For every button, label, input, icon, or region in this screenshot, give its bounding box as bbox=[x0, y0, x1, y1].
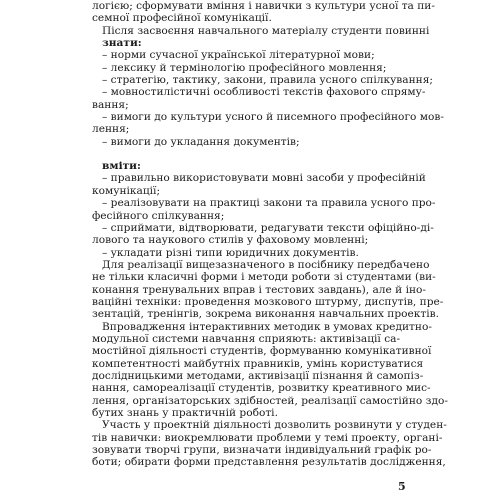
text-line: конання тренувальних вправ і тестових завдань), але й іно- bbox=[92, 283, 426, 296]
text-line: ваційні техніки: проведення мозкового штурму, диспутів, пре- bbox=[92, 295, 444, 308]
text-line: мостійної діяльності студентів, формуванню комунікативної bbox=[92, 345, 432, 358]
list-item: – стратегію, тактику, закони, правила усного спілкування; bbox=[102, 74, 433, 87]
text-line: логією; сформувати вміння і навички з культури усної та пи- bbox=[92, 0, 435, 12]
text-line: модульної системи навчання сприяють: активізації са- bbox=[92, 332, 401, 345]
list-item: – вимоги до укладання документів; bbox=[102, 135, 300, 148]
list-item-continuation: лення; bbox=[92, 123, 130, 136]
text-line: зовувати творчі групи, визначати індивідуальний графік ро- bbox=[92, 444, 432, 457]
paragraph-start: Впровадження інтерактивних методик в умовах кредитно- bbox=[102, 320, 432, 333]
list-item: – правильно використовувати мовні засоби у професійній bbox=[102, 172, 426, 185]
paragraph-start: Для реалізації вищезазначеного в посібнику передбачено bbox=[102, 258, 430, 271]
section-heading-know: знати: bbox=[102, 37, 142, 50]
text-line: боти; обирати форми представлення результатів дослідження, bbox=[92, 456, 446, 469]
list-item: – мовностилістичні особливості текстів фахового спряму- bbox=[102, 86, 426, 99]
list-item-continuation: лового та наукового стилів у фаховому мовленні; bbox=[92, 234, 369, 247]
blank-line bbox=[92, 148, 410, 160]
text-line: зентацій, тренінгів, зокрема виконання навчальних проектів. bbox=[92, 308, 439, 321]
paragraph-start: Після засвоєння навчального матеріалу студенти повинні bbox=[102, 24, 430, 37]
list-item-continuation: комунікації; bbox=[92, 184, 161, 197]
text-line: не тільки класичні форми і методи роботи зі студентами (ви- bbox=[92, 271, 436, 284]
text-line: дослідницькими методами, активізації пізнання й самопіз- bbox=[92, 369, 424, 382]
list-item: – сприймати, відтворювати, редагувати тексти офіційно-ді- bbox=[102, 221, 434, 234]
text-line: лення, організаторських здібностей, реалізації самостійно здо- bbox=[92, 394, 448, 407]
list-item: – вимоги до культури усного й писемного професійного мов- bbox=[102, 111, 444, 124]
list-item: – укладати різні типи юридичних документів. bbox=[102, 246, 359, 259]
text-line: компетентності майбутніх правників, умінь користуватися bbox=[92, 357, 424, 370]
body-text bbox=[92, 0, 448, 469]
list-item-continuation: фесійного спілкування; bbox=[92, 209, 225, 222]
list-item: – норми сучасної української літературної мови; bbox=[102, 49, 375, 62]
paragraph-start: Участь у проектній діяльності дозволить розвинути у студен- bbox=[102, 419, 447, 432]
text-line: нання, самореалізації студентів, розвитку креативного мис- bbox=[92, 382, 431, 395]
text-line: тів навички: виокремлювати проблеми у темі проекту, органі- bbox=[92, 431, 443, 444]
list-item: – реалізовувати на практиці закони та правила усного про- bbox=[102, 197, 436, 210]
section-heading-be-able: вміти: bbox=[102, 160, 141, 173]
list-item-continuation: вання; bbox=[92, 98, 129, 111]
list-item: – лексику й термінологію професійного мовлення; bbox=[102, 61, 387, 74]
page-number: 5 bbox=[398, 480, 406, 493]
text-line: семної професійної комунікації. bbox=[92, 12, 272, 25]
text-line: бутих знань у практичній роботі. bbox=[92, 407, 278, 419]
